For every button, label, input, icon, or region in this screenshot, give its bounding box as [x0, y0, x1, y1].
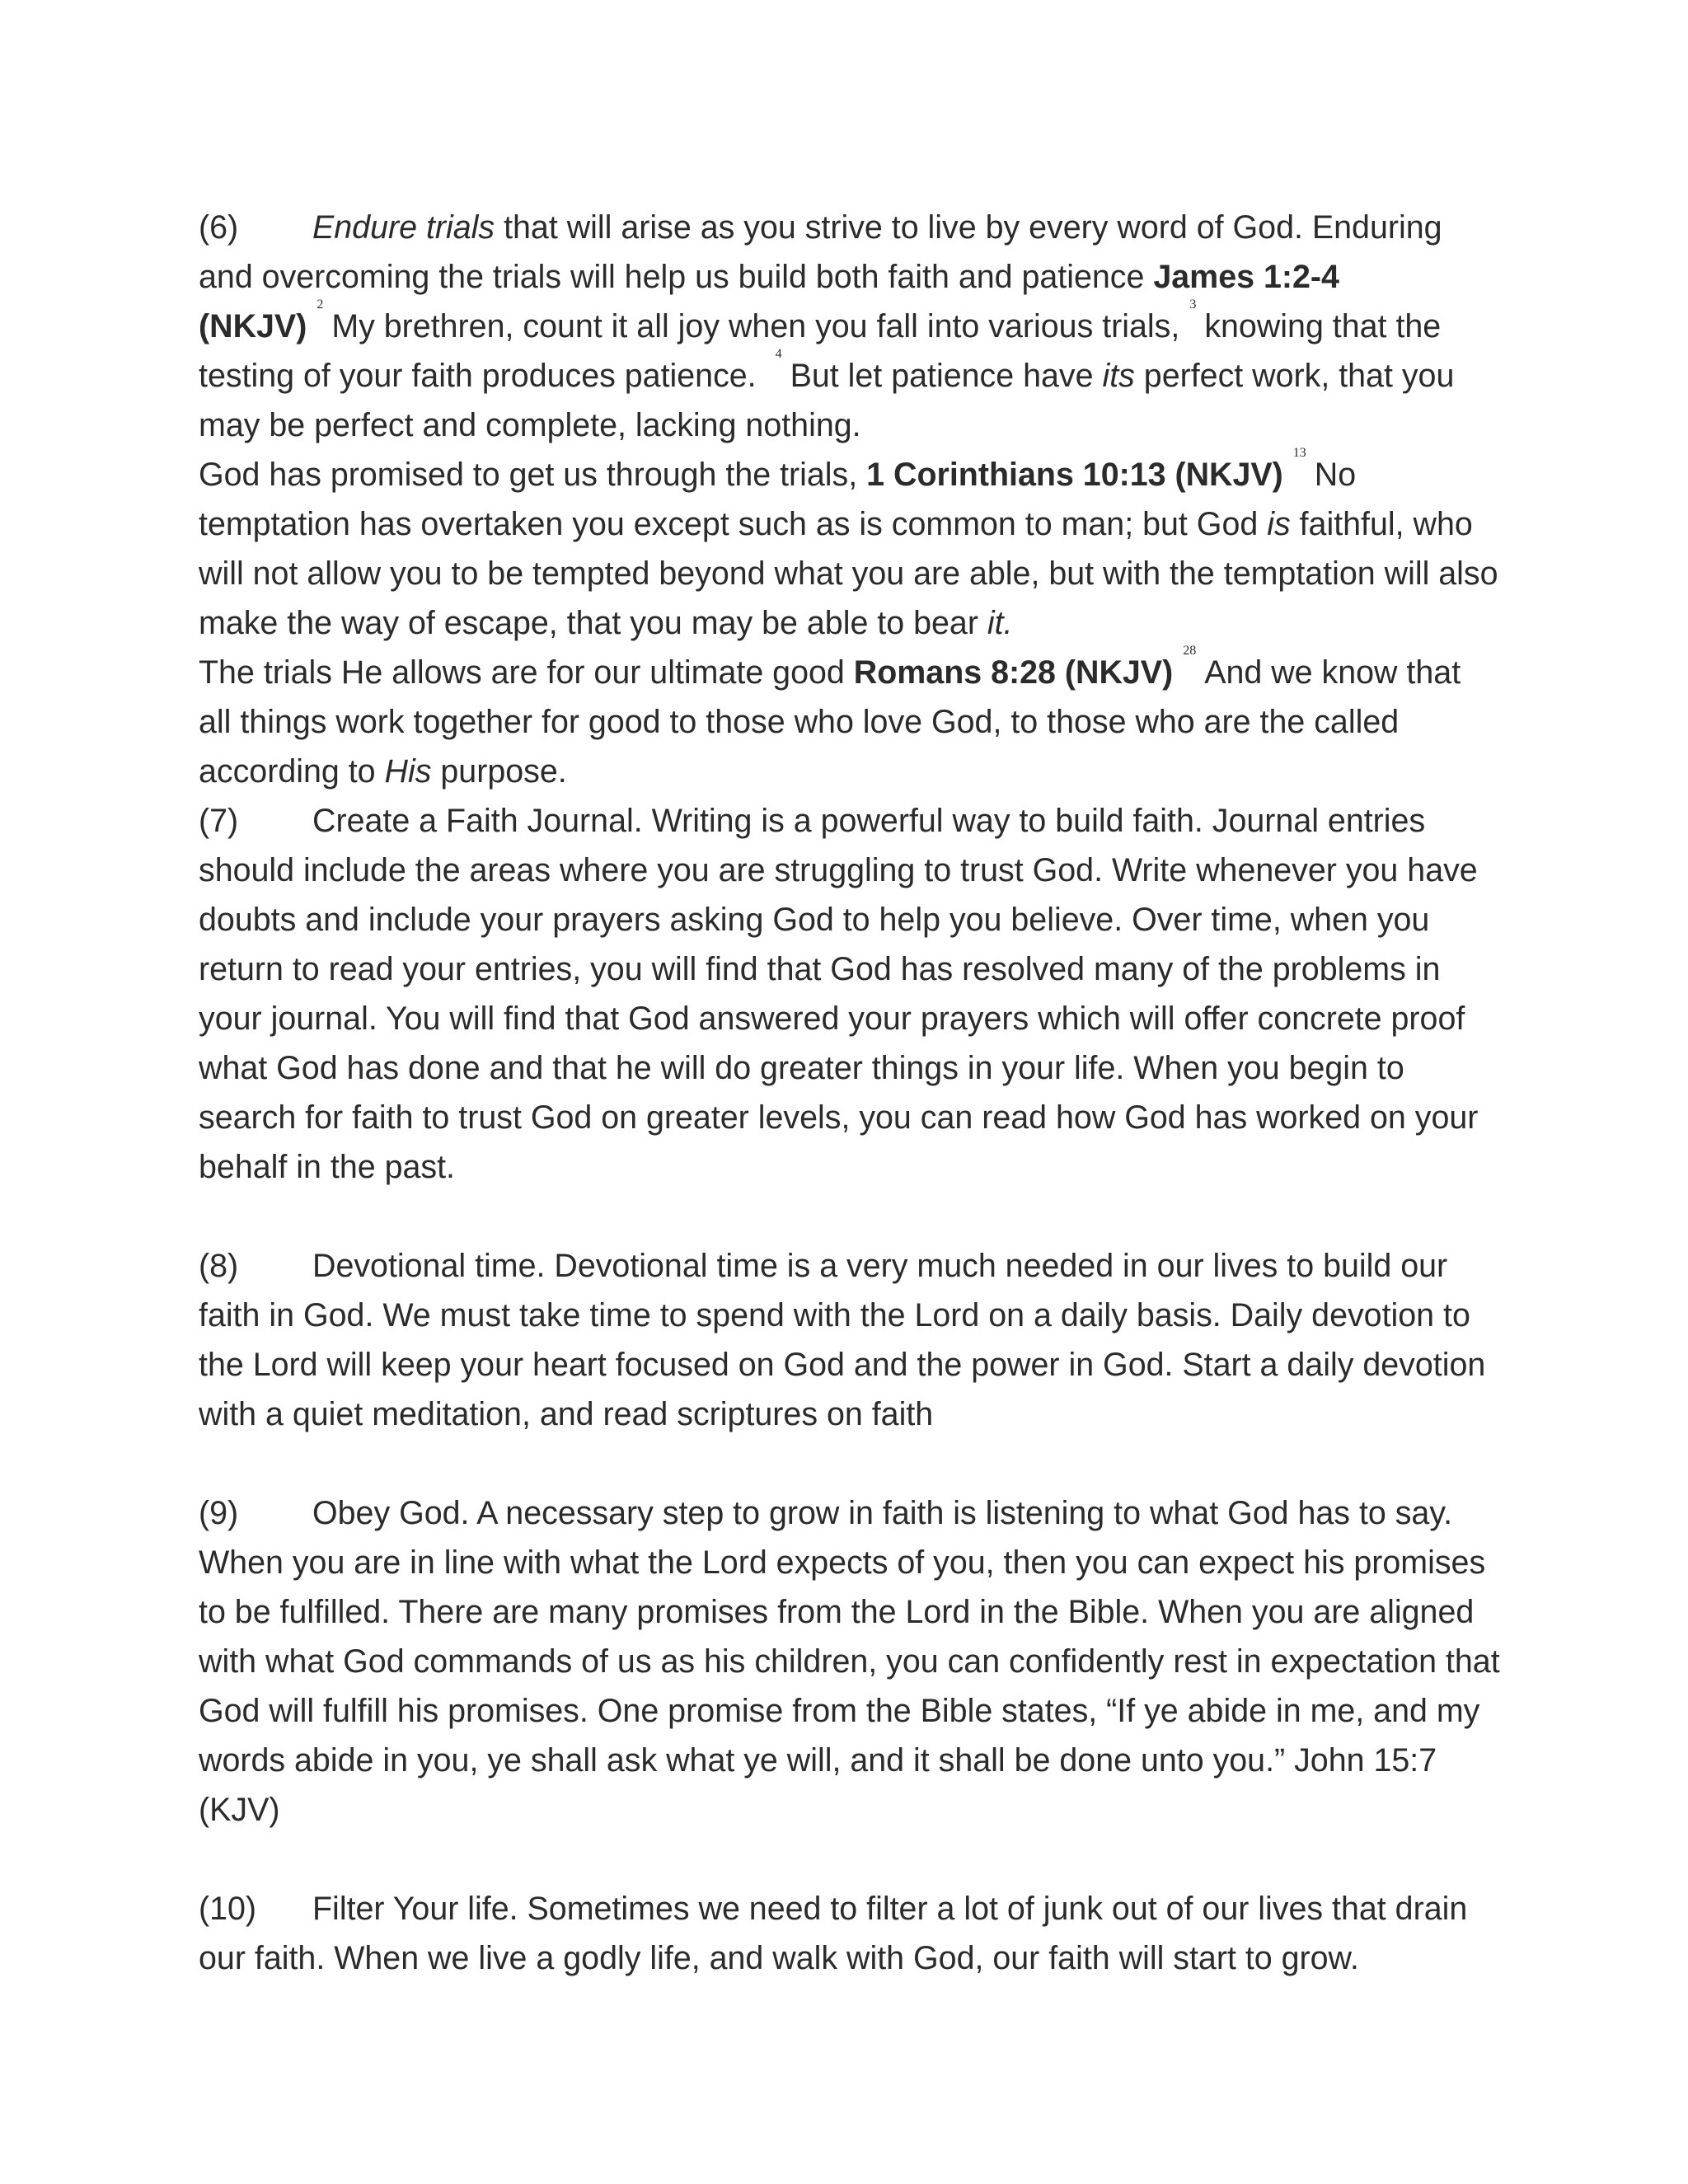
emphasis: Endure trials [312, 209, 495, 246]
item-number: (9) [199, 1495, 239, 1531]
scripture-reference: Romans 8:28 (NKJV) [853, 654, 1174, 691]
paragraph-10 [199, 1884, 1501, 1983]
body-text: Filter Your life. Sometimes we need to filter a lot of junk out of our lives that drain our faith. When we live a godly life, and walk with God, our faith will start to grow. [199, 1891, 1468, 1976]
body-text: perfect work, that you may be perfect and complete, lacking nothing. [199, 358, 1455, 443]
body-text: And we know that all things work together for good to those who love God, to those who are the called according to [199, 654, 1461, 790]
body-text: The trials He allows are for our ultimate good [199, 654, 854, 691]
verse-number: 3 [1189, 298, 1197, 312]
verse-number: 2 [316, 298, 324, 312]
body-text: that will arise as you strive to live by every word of God. Enduring and overcoming the trials will help us build both faith and patience [199, 209, 1442, 295]
paragraph-spacer [199, 1835, 1688, 1884]
paragraph-6-good [199, 644, 1501, 796]
verse-number: 28 [1183, 644, 1197, 658]
body-text: faithful, who will not allow you to be tempted beyond what you are able, but with the temptation will also make the way of escape, that you may be able to bear [199, 506, 1498, 641]
item-number: (7) [199, 803, 239, 839]
emphasis: is [1267, 506, 1291, 542]
emphasis: His [384, 753, 432, 790]
paragraph-7 [199, 796, 1501, 1192]
body-text: Devotional time. Devotional time is a very much needed in our lives to build our faith in God. We must take time to spend with the Lord on a daily basis. Daily devotion to the Lord will keep your heart focused on God and the power in God. Start a daily devotion with a quiet meditation, and read scriptures on faith [199, 1248, 1486, 1432]
body-text: knowing that the testing of your faith produces patience. [199, 308, 1442, 394]
body-text: Obey God. A necessary step to grow in faith is listening to what God has to say. When you are in line with what the Lord expects of you, then you can expect his promises to be fulfilled. There are many promises from the Lord in the Bible. When you are aligned with what God commands of us as his children, you can confidently rest in expectation that God will fulfill his promises. One promise from the Bible states, “If ye abide in me, and my words abide in you, ye shall ask what ye will, and it shall be done unto you.” John 15:7 (KJV) [199, 1495, 1500, 1828]
item-number: (6) [199, 209, 239, 246]
body-text: My brethren, count it all joy when you fall into various trials, [331, 308, 1180, 344]
emphasis: its [1102, 358, 1135, 394]
scripture-reference: 1 Corinthians 10:13 (NKJV) [866, 457, 1283, 493]
item-number: (8) [199, 1248, 239, 1284]
body-text: purpose. [431, 753, 567, 790]
body-text: No temptation has overtaken you except such as is common to man; but God [199, 457, 1357, 542]
verse-number: 13 [1292, 446, 1306, 460]
paragraph-6-promise [199, 446, 1501, 648]
item-number: (10) [199, 1891, 257, 1927]
paragraph-8 [199, 1241, 1501, 1439]
paragraph-9 [199, 1488, 1501, 1835]
body-text: Create a Faith Journal. Writing is a powerful way to build faith. Journal entries should include the areas where you are struggling to trust God. Write whenever you have doubts and include your prayers asking God to help you believe. Over time, when you return to read your entries, you will find that God has resolved many of the problems in your journal. You will find that God answered your prayers which will offer concrete proof what God has done and that he will do greater things in your life. When you begin to search for faith to trust God on greater levels, you can read how God has worked on your behalf in the past. [199, 803, 1479, 1185]
emphasis: it. [987, 605, 1013, 641]
scripture-reference: James 1:2-4 (NKJV) [199, 259, 1339, 344]
paragraph-6 [199, 203, 1501, 450]
paragraph-spacer [199, 1439, 1688, 1488]
body-text: God has promised to get us through the trials, [199, 457, 867, 493]
body-text: But let patience have [790, 358, 1103, 394]
paragraph-spacer [199, 1192, 1688, 1241]
verse-number: 4 [775, 347, 782, 361]
